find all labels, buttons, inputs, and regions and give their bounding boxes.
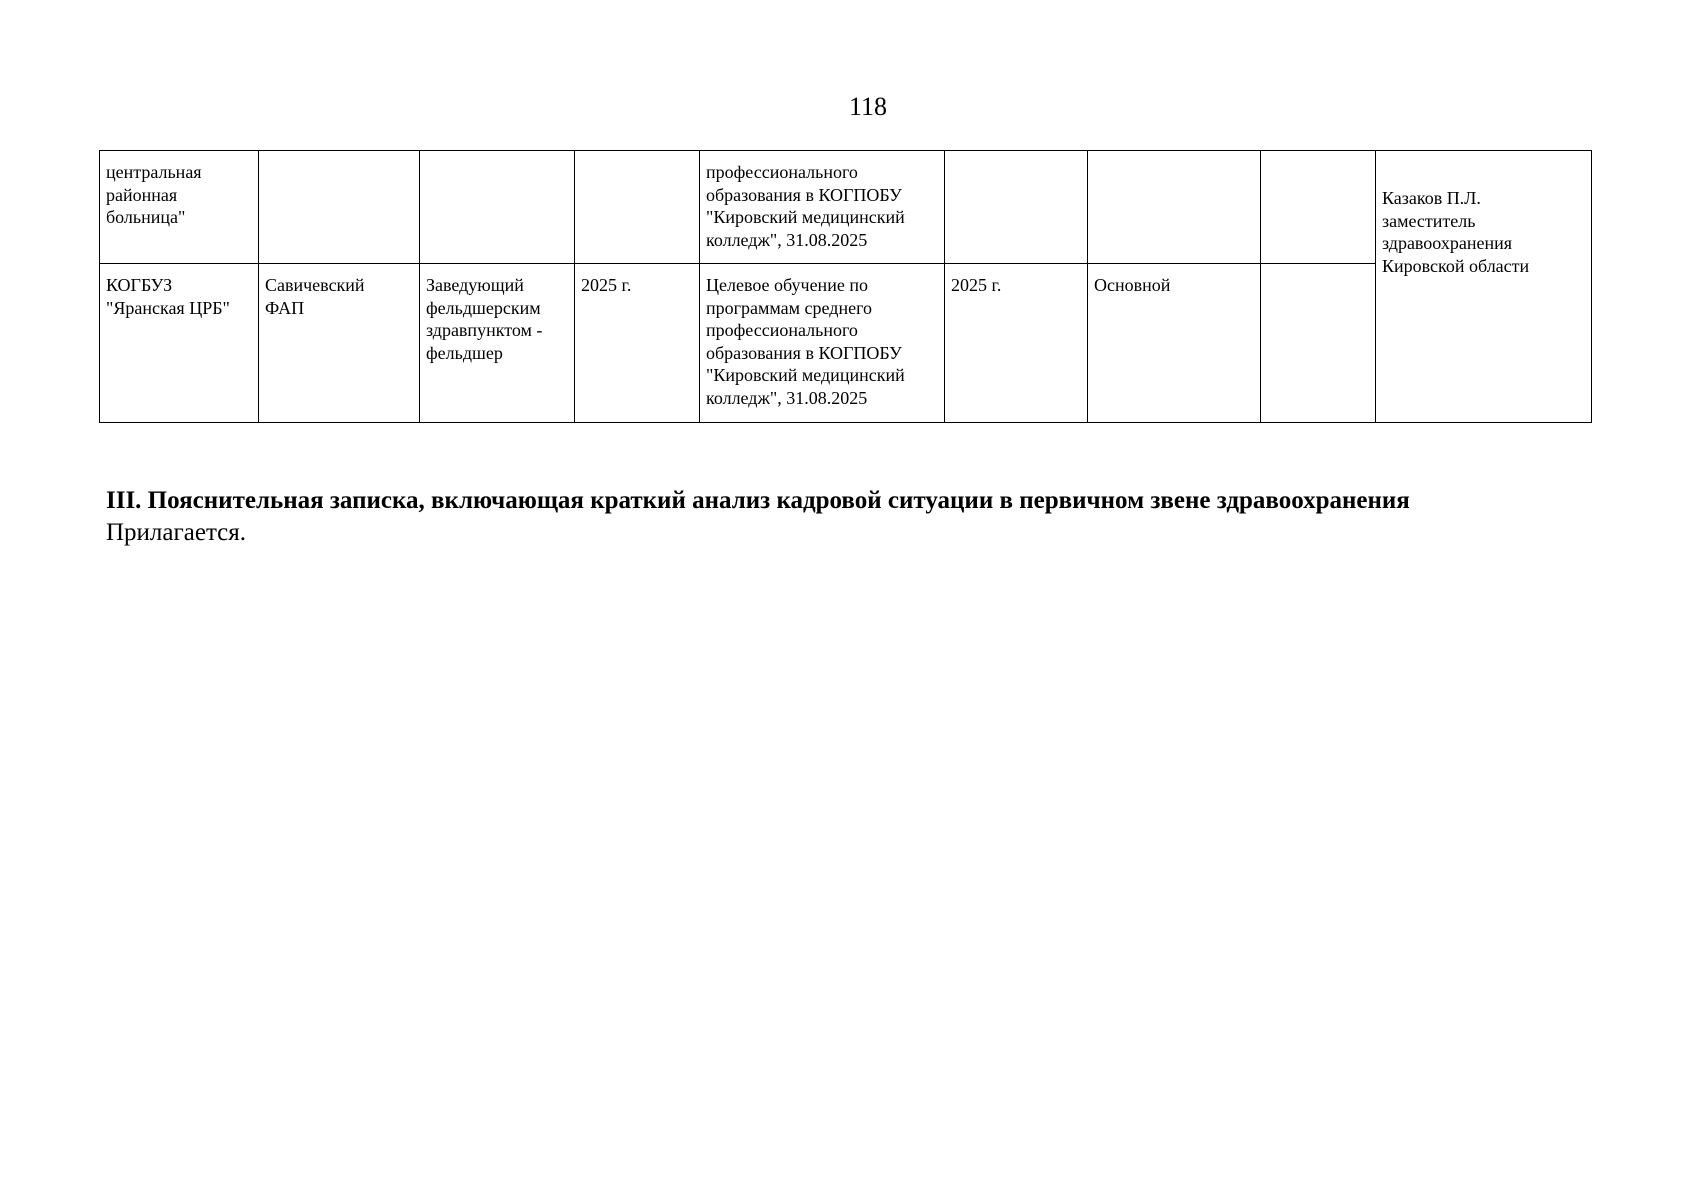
table-cell [420,151,575,264]
section-heading: III. Пояснительная записка, включающая краткий анализ кадровой ситуации в первичном звене здравоохранения [106,487,1410,514]
section-text: Прилагается. [106,519,247,546]
table-cell: Заведующий фельдшерским здравпунктом - фельдшер [420,264,575,423]
responsible-person-cell: Казаков П.Л. заместитель здравоохранения Кировской области [1376,151,1592,423]
table-cell [1088,151,1261,264]
table-cell: Савичевский ФАП [259,264,420,423]
table-cell: профессионального образования в КОГПОБУ "Кировский медицинский колледж", 31.08.2025 [700,151,945,264]
table-cell [575,151,700,264]
table-cell: Целевое обучение по программам среднего профессионального образования в КОГПОБУ "Кировский медицинский колледж", 31.08.2025 [700,264,945,423]
table-cell: 2025 г. [575,264,700,423]
table-cell: центральная районная больница" [100,151,259,264]
table-row [100,151,1592,264]
table-cell: КОГБУЗ "Яранская ЦРБ" [100,264,259,423]
table-cell [259,151,420,264]
table-cell [1261,264,1376,423]
staffing-table [99,150,1592,423]
table-cell [1261,151,1376,264]
page-number: 118 [848,92,888,121]
table-row [100,264,1592,423]
table-cell [945,151,1088,264]
table-cell: 2025 г. [945,264,1088,423]
table-cell: Основной [1088,264,1261,423]
